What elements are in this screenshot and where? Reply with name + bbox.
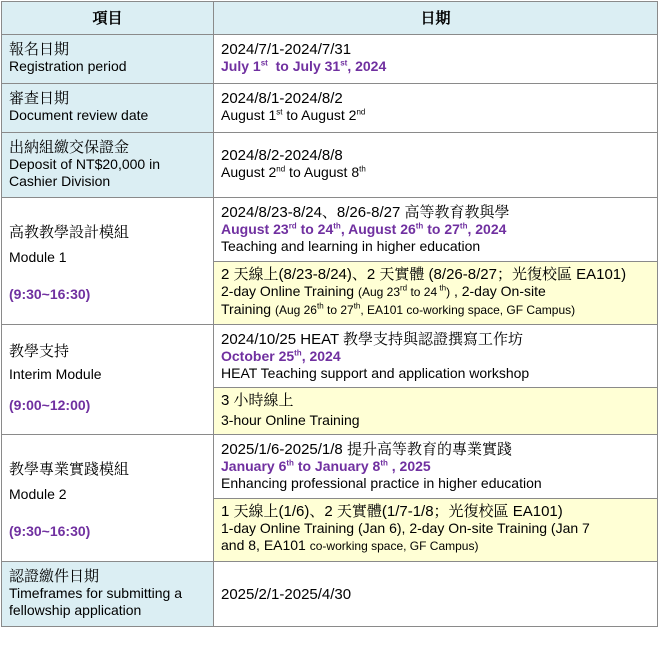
row-review xyxy=(2,84,658,133)
row-module1-a xyxy=(2,198,658,262)
header-date: 日期 xyxy=(214,2,658,35)
review-date-en: August 1st to August 2nd xyxy=(221,107,366,123)
module1-date-en: August 23rd to 24th, August 26th to 27th, 2024 xyxy=(221,221,507,237)
module2-detail-en2: and 8, EA101 co-working space, GF Campus) xyxy=(221,537,479,553)
module1-label: 高教教學設計模組 Module 1 (9:30~16:30) xyxy=(2,198,214,325)
module2-dates: 2025/1/6-2025/1/8 提升高等教育的專業實踐 January 6th to January 8th , 2025 Enhancing professional practice in higher education xyxy=(214,435,658,499)
interim-date-en: October 25th, 2024 xyxy=(221,348,341,364)
interim-details: 3 小時線上 3-hour Online Training xyxy=(214,388,658,435)
module1-detail-en2: Training (Aug 26th to 27th, EA101 co-working space, GF Campus) xyxy=(221,301,576,317)
deposit-label: 出納組繳交保證金 Deposit of NT$20,000 in Cashier Division xyxy=(2,133,214,198)
row-fellowship xyxy=(2,562,658,627)
registration-dates: 2024/7/1-2024/7/31 July 1st to July 31st, 2024 xyxy=(214,35,658,84)
header-row xyxy=(2,2,658,35)
interim-dates: 2024/10/25 HEAT 教學支持與認證撰寫工作坊 October 25th, 2024 HEAT Teaching support and application workshop xyxy=(214,325,658,388)
fellowship-label: 認證繳件日期 Timeframes for submitting a fellowship application xyxy=(2,562,214,627)
schedule-table xyxy=(1,1,658,627)
deposit-date-en: August 2nd to August 8th xyxy=(221,164,366,180)
fellowship-dates: 2025/2/1-2025/4/30 xyxy=(214,562,658,627)
registration-date-en: July 1st to July 31st, 2024 xyxy=(221,58,387,74)
module2-date-en: January 6th to January 8th , 2025 xyxy=(221,458,431,474)
header-item: 項目 xyxy=(2,2,214,35)
review-dates: 2024/8/1-2024/8/2 August 1st to August 2nd xyxy=(214,84,658,133)
module1-dates: 2024/8/23-8/24、8/26-8/27 高等教育教與學 August 23rd to 24th, August 26th to 27th, 2024 Teaching and learning in higher education xyxy=(214,198,658,262)
row-interim-a xyxy=(2,325,658,388)
module1-details: 2 天線上(8/23-8/24)、2 天實體 (8/26-8/27；光復校區 EA101) 2-day Online Training (Aug 23rd to 24 $^{th}$) , 2-day On-site Training (Aug 26th to 27th, EA101 co-working space, GF Campus) xyxy=(214,262,658,325)
interim-label: 教學支持 Interim Module (9:00~12:00) xyxy=(2,325,214,435)
row-module2-a xyxy=(2,435,658,499)
module2-label: 教學專業實踐模組 Module 2 (9:30~16:30) xyxy=(2,435,214,562)
row-registration xyxy=(2,35,658,84)
row-deposit xyxy=(2,133,658,198)
deposit-dates: 2024/8/2-2024/8/8 August 2nd to August 8th xyxy=(214,133,658,198)
review-label: 審查日期 Document review date xyxy=(2,84,214,133)
module2-details: 1 天線上(1/6)、2 天實體(1/7-1/8；光復校區 EA101) 1-day Online Training (Jan 6), 2-day On-site Training (Jan 7 and 8, EA101 co-working space, GF Campus) xyxy=(214,499,658,562)
module1-detail-en1: 2-day Online Training (Aug 23rd to 24 $^{th}$) , 2-day On-site xyxy=(221,283,546,299)
registration-label: 報名日期 Registration period xyxy=(2,35,214,84)
